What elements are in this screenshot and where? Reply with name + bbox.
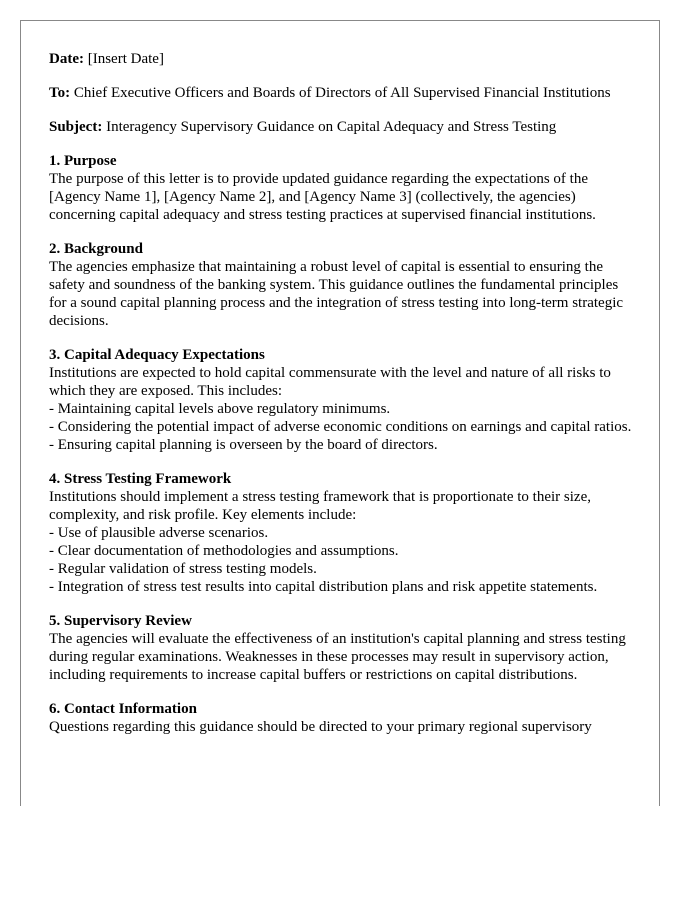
subject-value: Interagency Supervisory Guidance on Capital Adequacy and Stress Testing [106,119,557,135]
date-line [49,50,634,68]
to-value: Chief Executive Officers and Boards of Directors of All Supervised Financial Institutions [73,85,611,101]
section-body: Institutions are expected to hold capital commensurate with the level and nature of all risks to which they are exposed. This includes: [49,365,611,399]
date-value: [Insert Date] [87,51,164,67]
list-item: - Integration of stress test results into capital distribution plans and risk appetite statements. [49,579,598,595]
section-body: The agencies will evaluate the effectiveness of an institution's capital planning and stress testing during regular examinations. Weaknesses in these processes may result in supervisory action, including requirements to increase capital buffers or restrictions on capital distributions. [49,631,626,683]
date-label: Date: [49,51,84,67]
section-heading: 2. Background [49,241,143,257]
section-contact-information [49,700,634,736]
letter-page [20,20,660,806]
list-item: - Maintaining capital levels above regulatory minimums. [49,401,391,417]
subject-label: Subject: [49,119,103,135]
section-purpose [49,152,634,224]
section-heading: 6. Contact Information [49,701,197,717]
list-item: - Regular validation of stress testing models. [49,561,317,577]
section-body: Questions regarding this guidance should be directed to your primary regional supervisory [49,719,592,735]
letter-content [49,50,634,752]
section-heading: 3. Capital Adequacy Expectations [49,347,265,363]
section-background [49,240,634,330]
section-supervisory-review [49,612,634,684]
list-item: - Ensuring capital planning is overseen by the board of directors. [49,437,438,453]
section-heading: 5. Supervisory Review [49,613,192,629]
section-body: Institutions should implement a stress testing framework that is proportionate to their size, complexity, and risk profile. Key elements include: [49,489,591,523]
list-item: - Use of plausible adverse scenarios. [49,525,269,541]
section-capital-adequacy [49,346,634,454]
to-line [49,84,634,102]
list-item: - Considering the potential impact of adverse economic conditions on earnings and capital ratios. [49,419,632,435]
list-item: - Clear documentation of methodologies and assumptions. [49,543,399,559]
section-heading: 1. Purpose [49,153,117,169]
section-body: The purpose of this letter is to provide updated guidance regarding the expectations of the [Agency Name 1], [Agency Name 2], and [Agency Name 3] (collectively, the agencies) concerning capital adequacy and stress testing practices at supervised financial institutions. [49,171,596,223]
section-stress-testing [49,470,634,596]
subject-line [49,118,634,136]
section-heading: 4. Stress Testing Framework [49,471,232,487]
to-label: To: [49,85,71,101]
section-body: The agencies emphasize that maintaining a robust level of capital is essential to ensuring the safety and soundness of the banking system. This guidance outlines the fundamental principles for a sound capital planning process and the integration of stress testing into long-term strategic decisions. [49,259,624,329]
